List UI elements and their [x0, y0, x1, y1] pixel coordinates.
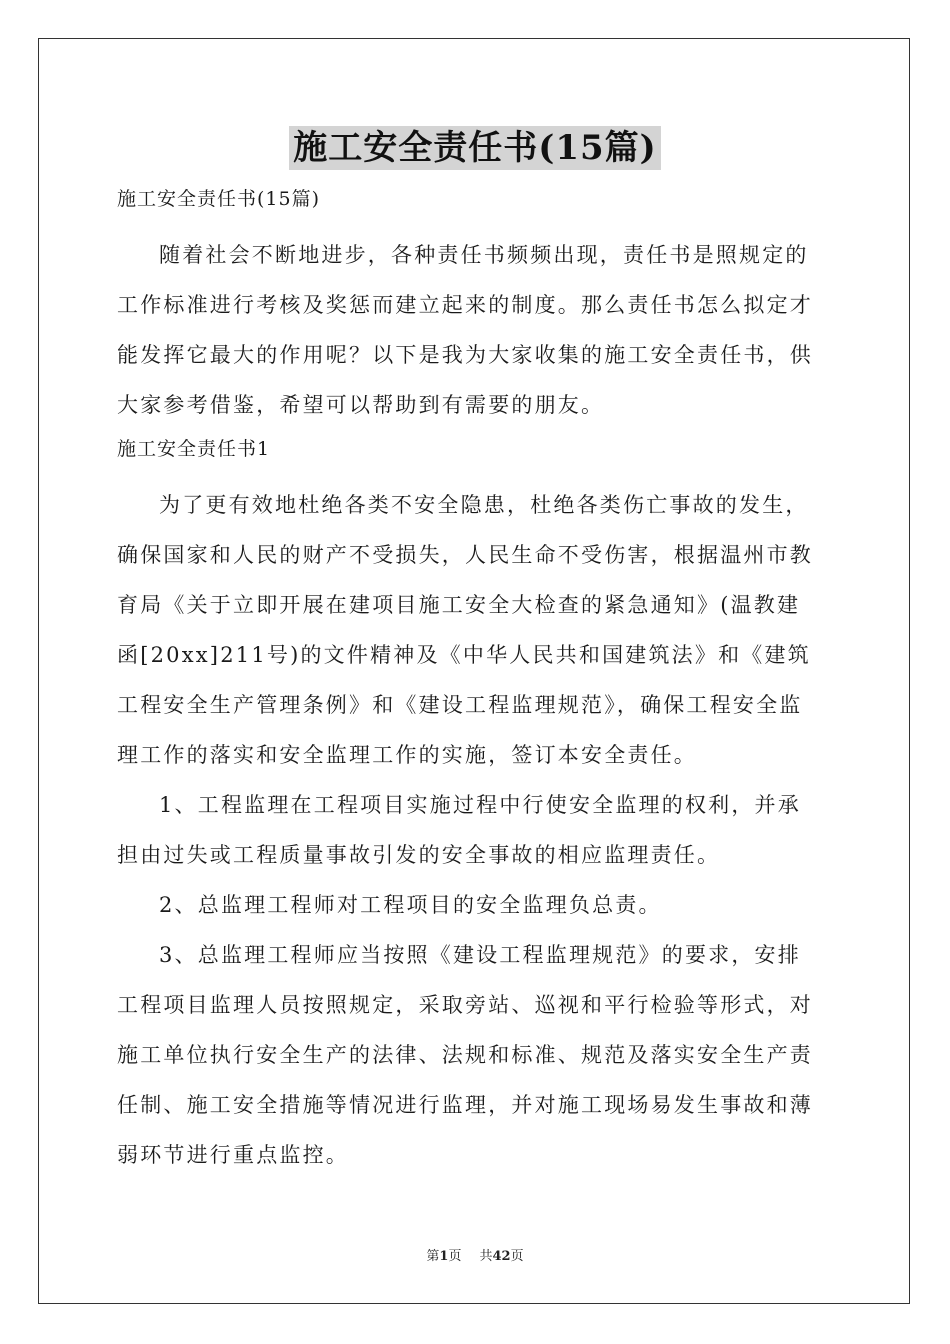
paragraph-line: 2、总监理工程师对工程项目的安全监理负总责。 — [159, 893, 662, 917]
page-suffix: 页 — [448, 1249, 462, 1264]
paragraph-line: 工作标准进行考核及奖惩而建立起来的制度。那么责任书怎么拟定才 — [117, 293, 813, 317]
paragraph-line: 工程项目监理人员按照规定，采取旁站、巡视和平行检验等形式，对 — [117, 993, 813, 1017]
page-footer — [0, 1248, 950, 1266]
list-item-3 — [117, 930, 837, 1180]
list-item-2 — [117, 880, 837, 930]
intro-paragraph — [117, 230, 837, 430]
paragraph-line: 1、工程监理在工程项目实施过程中行使安全监理的权利，并承 — [159, 793, 801, 817]
paragraph-line: 弱环节进行重点监控。 — [117, 1143, 349, 1167]
paragraph-line: 3、总监理工程师应当按照《建设工程监理规范》的要求，安排 — [159, 943, 801, 967]
paragraph-line: 担由过失或工程质量事故引发的安全事故的相应监理责任。 — [117, 843, 721, 867]
spacer — [117, 468, 837, 480]
paragraph-line: 大家参考借鉴，希望可以帮助到有需要的朋友。 — [117, 393, 605, 417]
spacer — [117, 218, 837, 230]
page-prefix: 第 — [426, 1249, 440, 1264]
document-body — [117, 180, 837, 1180]
paragraph-line: 施工单位执行安全生产的法律、法规和标准、规范及落实安全生产责 — [117, 1043, 813, 1067]
total-prefix: 共 — [479, 1249, 493, 1264]
title-area — [0, 126, 950, 170]
paragraph-line: 工程安全生产管理条例》和《建设工程监理规范》，确保工程安全监 — [117, 693, 803, 717]
paragraph-line: 函[20xx]211号)的文件精神及《中华人民共和国建筑法》和《建筑 — [117, 643, 811, 667]
paragraph-line: 确保国家和人民的财产不受损失，人民生命不受伤害，根据温州市教 — [117, 543, 813, 567]
page-number: 1 — [439, 1249, 449, 1264]
document-subtitle: 施工安全责任书(15篇) — [117, 188, 321, 210]
paragraph-line: 理工作的落实和安全监理工作的实施，签订本安全责任。 — [117, 743, 697, 767]
list-item-1 — [117, 780, 837, 880]
paragraph-line: 任制、施工安全措施等情况进行监理，并对施工现场易发生事故和薄 — [117, 1093, 813, 1117]
paragraph-line: 育局《关于立即开展在建项目施工安全大检查的紧急通知》(温教建 — [117, 593, 801, 617]
section-heading: 施工安全责任书1 — [117, 438, 271, 460]
total-suffix: 页 — [510, 1249, 524, 1264]
paragraph-line: 能发挥它最大的作用呢？以下是我为大家收集的施工安全责任书，供 — [117, 343, 813, 367]
section-paragraph — [117, 480, 837, 780]
total-pages: 42 — [492, 1249, 511, 1264]
paragraph-line: 随着社会不断地进步，各种责任书频频出现，责任书是照规定的 — [159, 243, 809, 267]
document-title: 施工安全责任书(15篇) — [289, 126, 661, 170]
paragraph-line: 为了更有效地杜绝各类不安全隐患，杜绝各类伤亡事故的发生， — [159, 493, 809, 517]
